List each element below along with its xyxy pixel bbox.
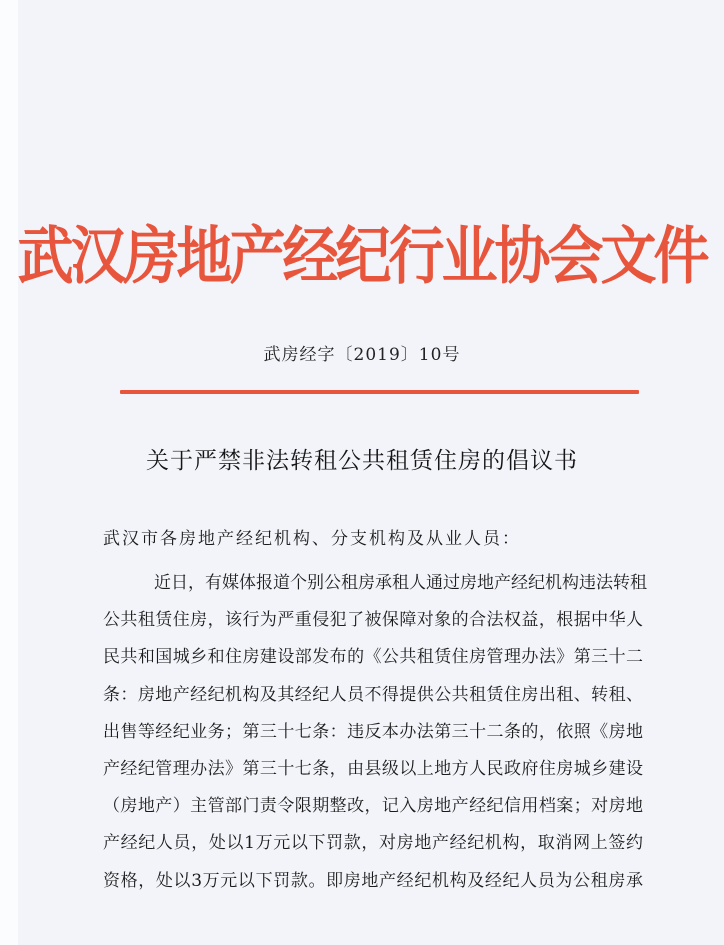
body-line: （房地产）主管部门责令限期整改，记入房地产经纪信用档案；对房地: [103, 796, 643, 817]
body-line: 民共和国城乡和住房建设部发布的《公共租赁住房管理办法》第三十二: [103, 647, 643, 668]
body-line: 产经纪人员，处以1万元以下罚款，对房地产经纪机构，取消网上签约: [103, 833, 643, 854]
masthead-title: 武汉房地产经纪行业协会文件: [17, 220, 707, 294]
body-line: 公共租赁住房，该行为严重侵犯了被保障对象的合法权益，根据中华人: [103, 610, 643, 631]
body-line: 出售等经纪业务；第三十七条：违反本办法第三十二条的，依照《房地: [103, 721, 643, 742]
document-number: 武房经字〔2019〕10号: [263, 345, 461, 365]
document-title: 关于严禁非法转租公共租赁住房的倡议书: [146, 448, 578, 474]
red-divider-line: [120, 390, 639, 394]
body-line: 资格，处以3万元以下罚款。即房地产经纪机构及经纪人员为公租房承: [103, 870, 643, 891]
body-line: 近日，有媒体报道个别公租房承租人通过房地产经纪机构违法转租: [154, 573, 647, 593]
salutation: 武汉市各房地产经纪机构、分支机构及从业人员：: [103, 529, 521, 549]
body-line: 条：房地产经纪机构及其经纪人员不得提供公共租赁住房出租、转租、: [103, 684, 643, 705]
body-paragraph: [103, 565, 647, 900]
body-line: 产经纪管理办法》第三十七条，由县级以上地方人民政府住房城乡建设: [103, 758, 643, 779]
